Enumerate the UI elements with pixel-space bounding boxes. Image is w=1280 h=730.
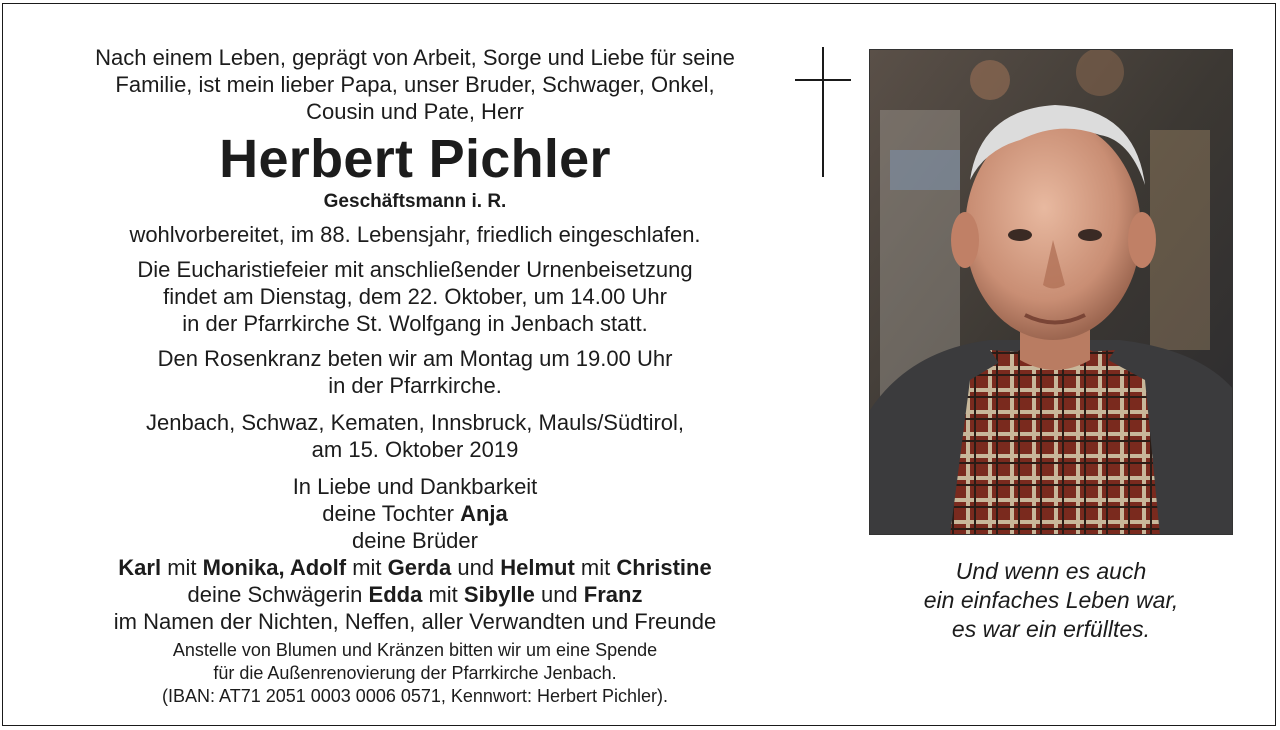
rosary-line: Den Rosenkranz beten wir am Montag um 19.00 Uhr — [157, 346, 673, 371]
donation-line: Anstelle von Blumen und Kränzen bitten wir um eine Spende — [172, 640, 658, 660]
mourner-name: Gerda — [387, 555, 452, 580]
service-line: Die Eucharistiefeier mit anschließender Urnenbeisetzung — [137, 257, 693, 282]
mourner-connector: mit — [167, 555, 197, 580]
mourner-line — [51, 500, 779, 527]
intro-line: Cousin und Pate, Herr — [306, 99, 524, 124]
mourner-label: deine Tochter — [322, 501, 454, 526]
mourner-name: Helmut — [500, 555, 575, 580]
quote-line: ein einfaches Leben war, — [923, 587, 1179, 613]
mourner-connector: und — [540, 582, 578, 607]
quote-line: Und wenn es auch — [955, 558, 1147, 584]
deceased-name: Herbert Pichler — [219, 129, 611, 189]
donation-line: für die Außenrenovierung der Pfarrkirche Jenbach. — [213, 663, 617, 683]
cross-icon — [795, 47, 851, 179]
deceased-title: Geschäftsmann i. R. — [323, 191, 507, 212]
mourner-connector: und — [457, 555, 495, 580]
rosary-line: in der Pfarrkirche. — [328, 373, 502, 398]
mourner-label: deine Brüder — [352, 528, 478, 553]
date-line: am 15. Oktober 2019 — [311, 437, 519, 462]
memorial-quote — [869, 557, 1233, 644]
mourner-label: deine Schwägerin — [187, 582, 363, 607]
obituary-frame — [2, 3, 1276, 726]
passing-line: wohlvorbereitet, im 88. Lebensjahr, friedlich eingeschlafen. — [129, 222, 701, 247]
intro-line: Nach einem Leben, geprägt von Arbeit, Sorge und Liebe für seine — [95, 45, 735, 70]
mourner-connector: mit — [580, 555, 611, 580]
mourner-name: Sibylle — [463, 582, 535, 607]
rosary-details — [51, 345, 779, 399]
mourner-name: Anja — [460, 501, 508, 526]
mourner-name: Monika, Adolf — [202, 555, 347, 580]
service-line: findet am Dienstag, dem 22. Oktober, um 14.00 Uhr — [163, 284, 667, 309]
mourner-line — [51, 554, 779, 581]
mourners-intro: In Liebe und Dankbarkeit — [292, 474, 538, 499]
portrait-photo — [869, 49, 1233, 535]
mourner-line — [51, 581, 779, 608]
mourner-name: Edda — [368, 582, 423, 607]
service-details — [51, 256, 779, 337]
place-date — [51, 409, 779, 463]
service-line: in der Pfarrkirche St. Wolfgang in Jenbach statt. — [182, 311, 648, 336]
intro-line: Familie, ist mein lieber Papa, unser Bruder, Schwager, Onkel, — [115, 72, 715, 97]
mourner-name: Karl — [118, 555, 162, 580]
place-line: Jenbach, Schwaz, Kematen, Innsbruck, Mauls/Südtirol, — [145, 410, 685, 435]
notice-text-column — [51, 44, 779, 708]
mourner-name: Franz — [583, 582, 643, 607]
mourners-list — [51, 473, 779, 635]
mourner-name: Christine — [616, 555, 712, 580]
mourner-connector: mit — [352, 555, 382, 580]
donation-request — [51, 639, 779, 708]
donation-line: (IBAN: AT71 2051 0003 0006 0571, Kennwort: Herbert Pichler). — [162, 686, 668, 706]
mourners-others: im Namen der Nichten, Neffen, aller Verwandten und Freunde — [113, 609, 717, 634]
mourner-connector: mit — [428, 582, 458, 607]
quote-line: es war ein erfülltes. — [951, 616, 1151, 642]
portrait-illustration — [870, 50, 1233, 535]
